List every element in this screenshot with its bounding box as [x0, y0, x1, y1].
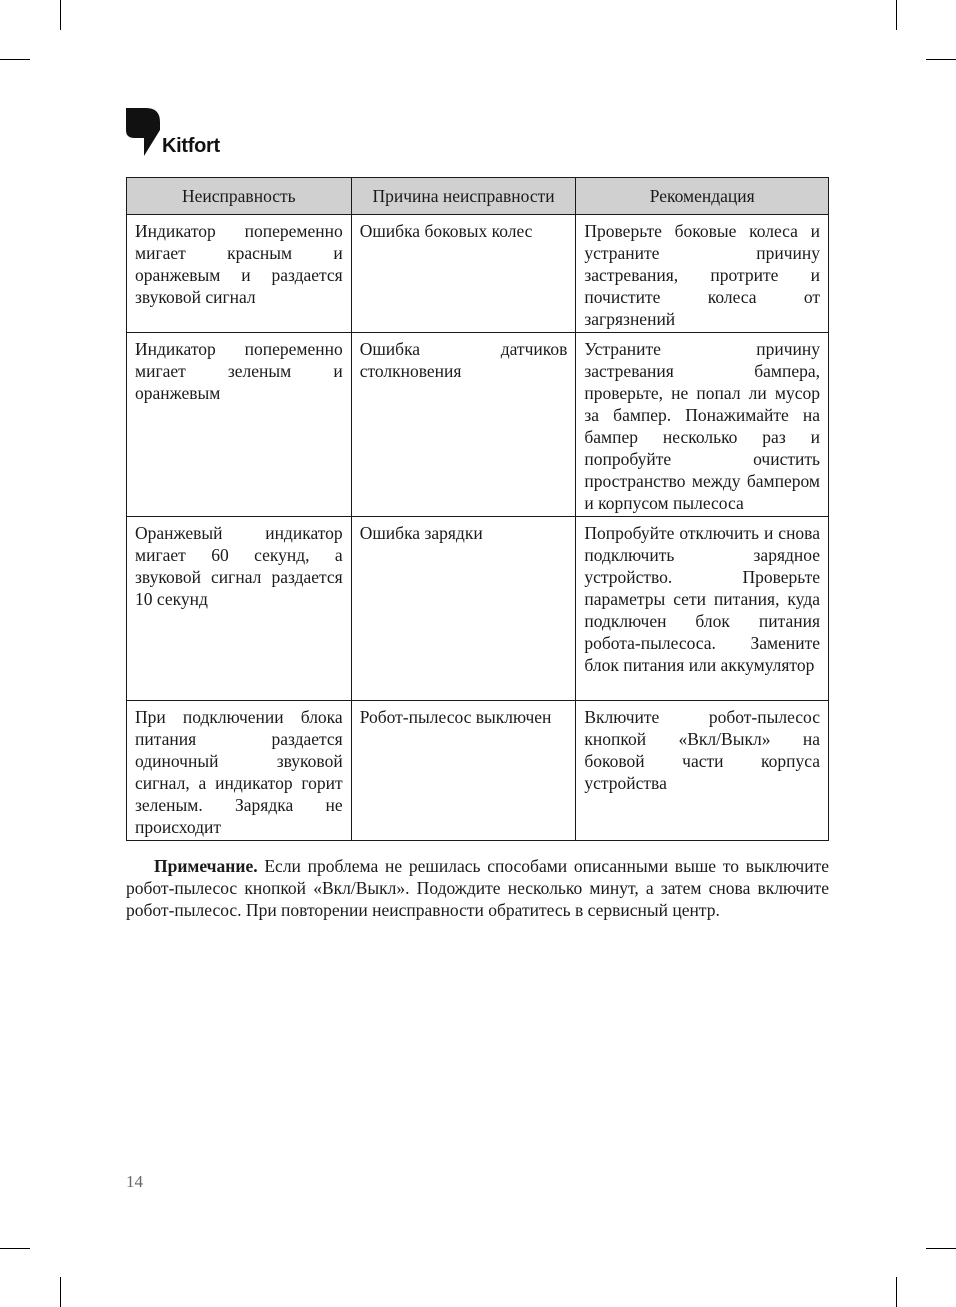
- crop-mark: [60, 1277, 61, 1307]
- recommendation-cell: Проверьте боковые колеса и устраните причину застревания, протрите и почистите колеса от загрязнений: [576, 215, 829, 333]
- header-fault: Неисправность: [127, 178, 352, 215]
- crop-mark: [0, 59, 30, 60]
- fault-cell: Индикатор попеременно мигает красным и оранжевым и раздается звуковой сигнал: [127, 215, 352, 333]
- recommendation-cell: Включите робот-пылесос кнопкой «Вкл/Выкл» на боковой части корпуса устройства: [576, 701, 829, 841]
- cause-cell: Ошибка зарядки: [351, 517, 576, 701]
- cause-cell: Ошибка датчиков столкновения: [351, 333, 576, 517]
- fault-cell: При подключении блока питания раздается одиночный звуковой сигнал, а индикатор горит зеленым. Зарядка не происходит: [127, 701, 352, 841]
- table-row: [127, 215, 829, 333]
- note-text: Если проблема не решилась способами описанными выше то выключите робот-пылесос кнопкой «Вкл/Выкл». Подождите несколько минут, а затем снова включите робот-пылесос. При повторении неисправности обратитесь в сервисный центр.: [126, 856, 829, 920]
- crop-mark: [926, 1248, 956, 1249]
- fault-cell: Оранжевый индикатор мигает 60 секунд, а звуковой сигнал раздается 10 секунд: [127, 517, 352, 701]
- crop-mark: [896, 0, 897, 30]
- table-row: [127, 517, 829, 701]
- recommendation-cell: Попробуйте отключить и снова подключить зарядное устройство. Проверьте параметры сети питания, куда подключен блок питания робота-пылесоса. Замените блок питания или аккумулятор: [576, 517, 829, 701]
- table-header-row: [127, 178, 829, 215]
- brand-logo: [126, 108, 220, 156]
- brand-name: Kitfort: [162, 135, 220, 157]
- fault-cell: Индикатор попеременно мигает зеленым и оранжевым: [127, 333, 352, 517]
- table-row: [127, 333, 829, 517]
- recommendation-cell: Устраните причину застревания бампера, проверьте, не попал ли мусор за бампер. Понажимайте на бампер несколько раз и попробуйте очистить пространство между бампером и корпусом пылесоса: [576, 333, 829, 517]
- crop-mark: [0, 1248, 30, 1249]
- header-recommendation: Рекомендация: [576, 178, 829, 215]
- header-cause: Причина неисправности: [351, 178, 576, 215]
- crop-mark: [896, 1277, 897, 1307]
- kitfort-logo-icon: [126, 108, 160, 156]
- troubleshooting-table: [126, 177, 829, 841]
- crop-mark: [926, 59, 956, 60]
- note-paragraph: [126, 855, 829, 921]
- table-row: [127, 701, 829, 841]
- cause-cell: Робот-пылесос выключен: [351, 701, 576, 841]
- cause-cell: Ошибка боковых колес: [351, 215, 576, 333]
- page-number: 14: [126, 1172, 143, 1191]
- crop-mark: [60, 0, 61, 30]
- note-label: Примечание.: [154, 856, 258, 876]
